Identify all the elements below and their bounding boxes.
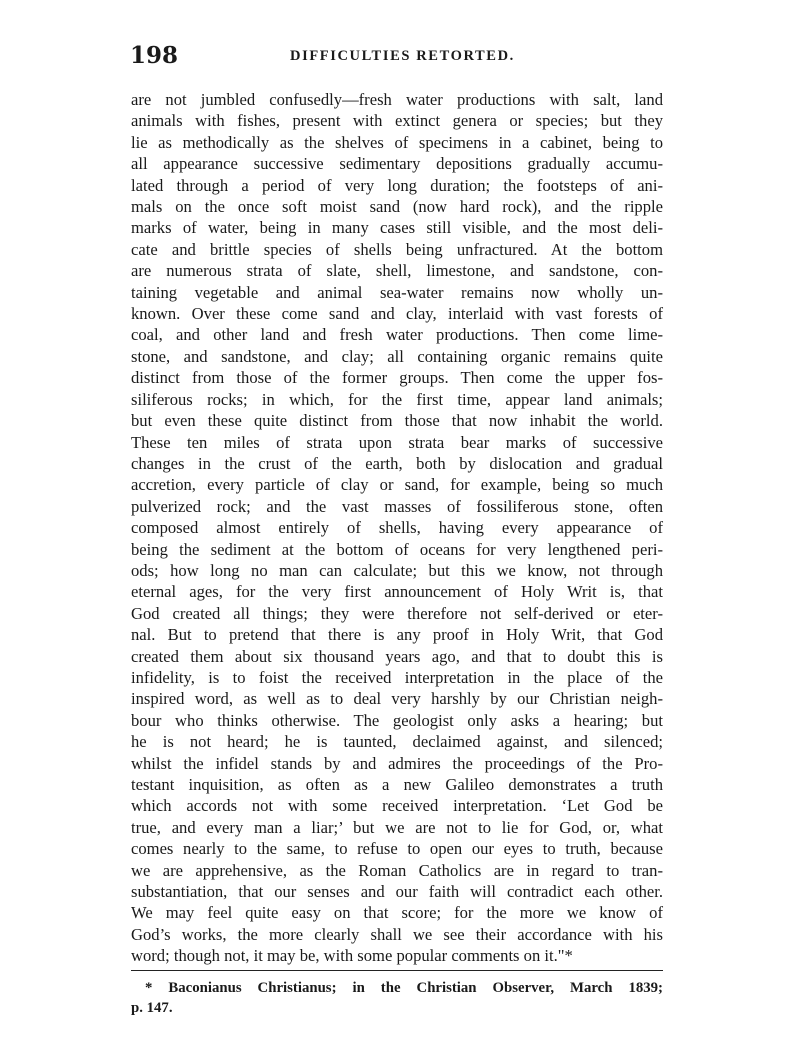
text-line: We may feel quite easy on that score; for the more we know of	[131, 903, 663, 923]
text-line: word; though not, it may be, with some popular comments on it."*	[131, 946, 573, 966]
footnote-divider	[131, 970, 663, 971]
text-line: are numerous strata of slate, shell, limestone, and sandstone, con-	[131, 261, 663, 281]
text-line: lie as methodically as the shelves of specimens in a cabinet, being to	[131, 132, 663, 152]
text-line: ods; how long no man can calculate; but this we know, not through	[131, 560, 663, 580]
text-line: nal. But to pretend that there is any proof in Holy Writ, that God	[131, 625, 663, 645]
body-paragraph	[131, 89, 663, 967]
text-line: testant inquisition, as often as a new Galileo demonstrates a truth	[131, 775, 663, 794]
text-line: coal, and other land and fresh water productions. Then come lime-	[131, 325, 663, 345]
text-line: we are apprehensive, as the Roman Catholics are in regard to tran-	[131, 860, 663, 880]
text-line: infidelity, is to foist the received interpretation in the place of the	[131, 667, 663, 687]
footnote-line: * Baconianus Christianus; in the Christian Observer, March 1839;	[145, 980, 663, 996]
text-line: accretion, every particle of clay or sand, for example, being so much	[131, 475, 663, 495]
text-line: substantiation, that our senses and our faith will contradict each other.	[131, 882, 663, 902]
text-line: but even these quite distinct from those that now inhabit the world.	[131, 411, 663, 431]
text-line: which accords not with some received interpretation. ‘Let God be	[131, 796, 663, 816]
text-line: taining vegetable and animal sea-water remains now wholly un-	[131, 282, 663, 302]
text-line: lated through a period of very long duration; the footsteps of ani-	[131, 175, 663, 195]
text-line: changes in the crust of the earth, both by dislocation and gradual	[131, 453, 663, 473]
text-line: all appearance successive sedimentary depositions gradually accumu-	[131, 154, 663, 174]
page-number: 198	[130, 42, 179, 69]
text-line: marks of water, being in many cases still visible, and the most deli-	[131, 218, 663, 238]
text-line: animals with fishes, present with extinct genera or species; but they	[131, 111, 663, 131]
text-line: pulverized rock; and the vast masses of fossiliferous stone, often	[131, 496, 663, 516]
text-line: mals on the once soft moist sand (now hard rock), and the ripple	[131, 197, 663, 217]
text-line: are not jumbled confusedly—fresh water productions with salt, land	[131, 90, 663, 109]
text-line: These ten miles of strata upon strata bear marks of successive	[131, 432, 663, 452]
text-line: eternal ages, for the very first announcement of Holy Writ is, that	[131, 582, 663, 602]
text-line: distinct from those of the former groups. Then come the upper fos-	[131, 368, 663, 388]
text-line: created them about six thousand years ago, and that to doubt this is	[131, 646, 663, 666]
text-line: inspired word, as well as to deal very harshly by our Christian neigh-	[131, 689, 663, 709]
page-header	[130, 42, 665, 72]
text-line: being the sediment at the bottom of oceans for very lengthened peri-	[131, 539, 663, 559]
text-line: whilst the infidel stands by and admires the proceedings of the Pro-	[131, 753, 663, 773]
text-line: composed almost entirely of shells, having every appearance of	[131, 518, 663, 538]
running-title: DIFFICULTIES RETORTED.	[290, 48, 515, 64]
text-line: God’s works, the more clearly shall we see their accordance with his	[131, 924, 663, 944]
text-line: true, and every man a liar;’ but we are not to lie for God, or, what	[131, 817, 663, 837]
text-line: he is not heard; he is taunted, declaimed against, and silenced;	[131, 732, 663, 752]
text-line: God created all things; they were therefore not self-derived or eter-	[131, 603, 663, 623]
text-line: bour who thinks otherwise. The geologist only asks a hearing; but	[131, 710, 663, 730]
footnote	[131, 978, 663, 1018]
text-line: siliferous rocks; in which, for the first time, appear land animals;	[131, 389, 663, 409]
footnote-line: p. 147.	[131, 1000, 173, 1016]
text-line: comes nearly to the same, to refuse to open our eyes to truth, because	[131, 839, 663, 859]
text-line: known. Over these come sand and clay, interlaid with vast forests of	[131, 304, 663, 324]
text-line: cate and brittle species of shells being unfractured. At the bottom	[131, 239, 663, 259]
text-line: stone, and sandstone, and clay; all containing organic remains quite	[131, 346, 663, 366]
